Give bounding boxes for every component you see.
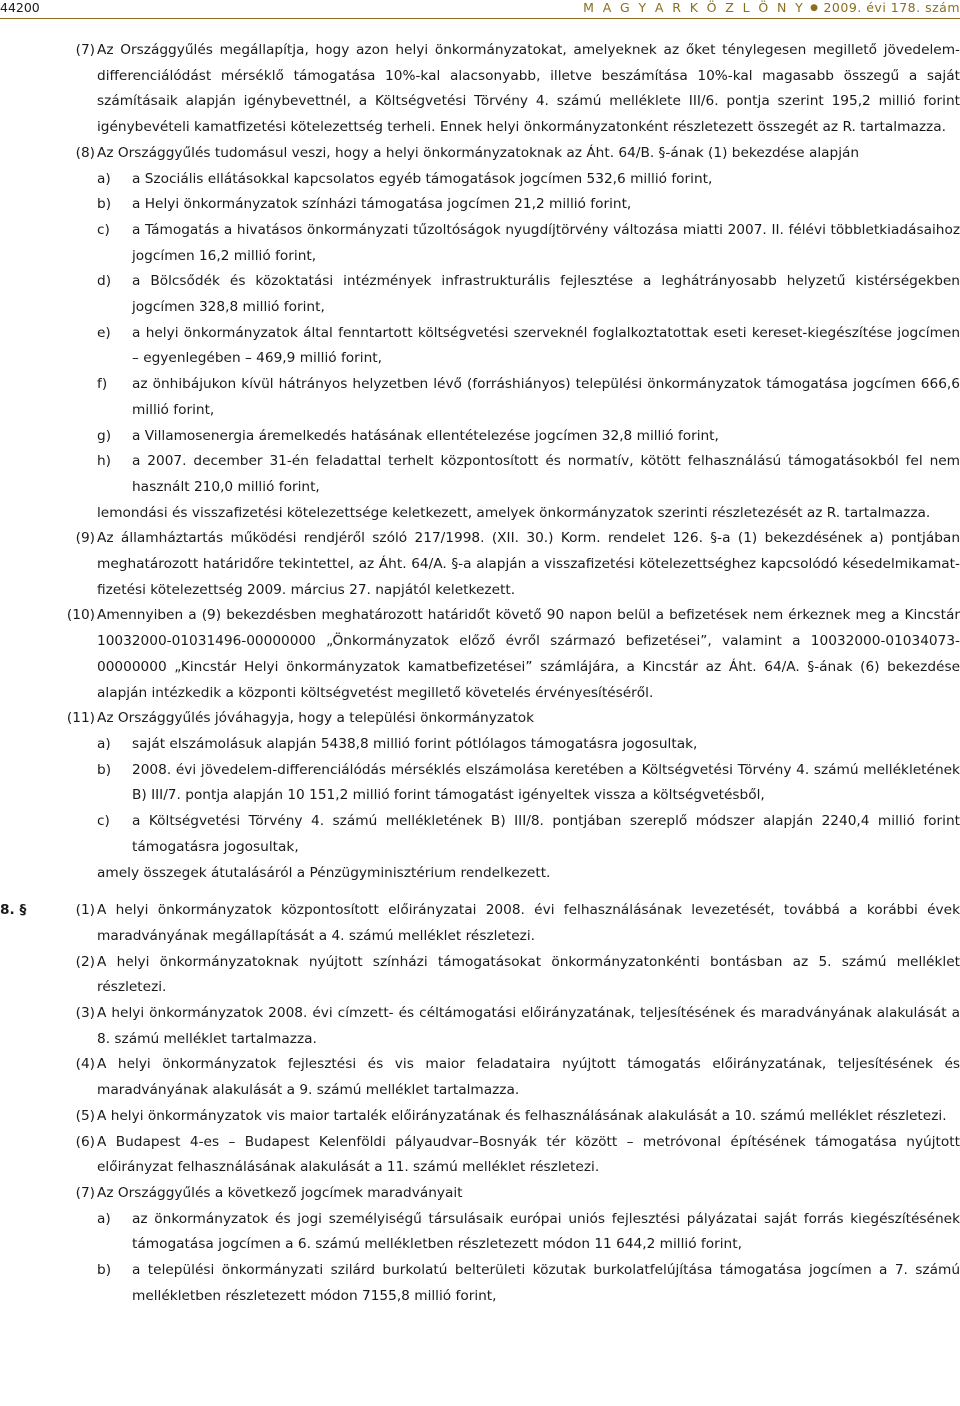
- list-item: [0, 809, 960, 860]
- item-letter: b): [97, 1262, 112, 1279]
- paragraph-tail: amely összegek átutalásáról a Pénzügyminisztérium rendelkezett.: [97, 864, 551, 881]
- list-item: [0, 758, 960, 809]
- paragraph-text: Az Országgyűlés tudomásul veszi, hogy a helyi önkormányzatoknak az Áht. 64/B. §-ának (1) bekezdése alapján: [97, 144, 860, 161]
- list-item: [0, 167, 960, 193]
- item-letter: g): [97, 427, 112, 444]
- paragraph-text: A helyi önkormányzatok fejlesztési és vis maior feladataira nyújtott támogatás előirányzatának, teljesítésének és maradványának alakulását a 9. számú melléklet tartalmazza.: [97, 1056, 960, 1099]
- item-text: a helyi önkormányzatok által fenntartott költségvetési szerveknél foglalkoztatottak eseti kereset-kiegészítése jogcímen – egyenlegében – 469,9 millió forint,: [132, 324, 960, 367]
- item-text: a települési önkormányzati szilárd burkolatú belterületi közutak burkolatfelújítása támogatása jogcímen a 7. számú mellékletben részletezett módon 7155,8 millió forint,: [132, 1262, 960, 1304]
- paragraph-number: (6): [75, 1133, 95, 1150]
- running-title: [583, 0, 960, 15]
- section-8-paragraph-7: [0, 1181, 960, 1207]
- paragraph-number: (11): [66, 710, 95, 727]
- paragraph-number: (2): [75, 953, 95, 970]
- item-text: a Támogatás a hivatásos önkormányzati tűzoltóságok nyugdíjtörvény változása miatti 2007. II. félévi többletkiadásaihoz jogcímen 16,2 millió forint,: [132, 221, 960, 264]
- item-letter: h): [97, 453, 112, 470]
- list-item: [0, 218, 960, 269]
- paragraph-number: (10): [66, 607, 95, 624]
- list-item: [0, 1207, 960, 1258]
- paragraph-number: (4): [75, 1056, 95, 1073]
- item-letter: c): [97, 813, 110, 830]
- paragraph-8: [0, 141, 960, 167]
- item-letter: d): [97, 273, 112, 290]
- item-text: a Villamosenergia áremelkedés hatásának ellentételezése jogcímen 32,8 millió forint,: [132, 427, 719, 444]
- section-8-paragraph-5: [0, 1104, 960, 1130]
- list-item: [0, 192, 960, 218]
- paragraph-text: Amennyiben a (9) bekezdésben meghatározott határidőt követő 90 napon belül a befizetések nem érkeznek meg a Kincstár 10032000-01031496-00000000 „Önkormányzatok előző évről származó befizetései”, valamint a 10032000-01034073-00000000 „Kincstár Helyi önkormányzatok kamatbefizetései” számlájára, a Kincstár az Áht. 64/A. §-ának (6) bekezdése alapján intézkedik a központi költségvetést megillető követelés érvényesítéséről.: [97, 607, 960, 701]
- item-letter: a): [97, 170, 111, 187]
- item-text: a Helyi önkormányzatok színházi támogatása jogcímen 21,2 millió forint,: [132, 196, 632, 213]
- item-letter: a): [97, 735, 111, 752]
- item-letter: b): [97, 761, 112, 778]
- paragraph-tail: lemondási és visszafizetési kötelezettsége keletkezett, amelyek önkormányzatok szerinti részletezését az R. tartalmazza.: [97, 504, 931, 521]
- item-text: saját elszámolásuk alapján 5438,8 millió forint pótlólagos támogatásra jogosultak,: [132, 735, 698, 752]
- paragraph-text: A helyi önkormányzatok 2008. évi címzett- és céltámogatási előirányzatának, teljesítésének és maradványának alakulását a 8. számú melléklet tartalmazza.: [97, 1005, 960, 1047]
- paragraph-number: (5): [75, 1107, 95, 1124]
- paragraph-text: Az Országgyűlés a következő jogcímek maradványait: [97, 1184, 463, 1201]
- paragraph-number: (7): [75, 1184, 95, 1201]
- paragraph-text: A helyi önkormányzatoknak nyújtott színházi támogatásokat önkormányzatonkénti bontásban az 5. számú melléklet részletezi.: [97, 953, 960, 996]
- list-item: [0, 269, 960, 320]
- item-text: a Költségvetési Törvény 4. számú mellékletének B) III/8. pontjában szereplő módszer alapján 2240,4 millió forint támogatásra jogosultak,: [132, 813, 960, 855]
- item-letter: c): [97, 221, 110, 238]
- item-letter: a): [97, 1210, 111, 1227]
- paragraph-text: Az Országgyűlés megállapítja, hogy azon helyi önkormányzatokat, amelyeknek az őket ténylegesen megillető jövedelem-differenciálódást mérséklő támogatása 10%-kal alacsonyabb, illetve beszámítása 10%-kal magasabb összegű a saját számításaik alapján igénybevettnél, a Költségvetési Törvény 4. számú melléklete III/6. pontja szerint 195,2 millió forint igénybevételi kamatfizetési kötelezettség terheli. Ennek helyi önkormányzatonként részletezett összegét az R. tartalmazza.: [97, 42, 960, 136]
- page-number: 44200: [0, 0, 40, 15]
- paragraph-11: [0, 706, 960, 732]
- item-text: az önhibájukon kívül hátrányos helyzetben lévő (forráshiányos) települési önkormányzatok támogatása jogcímen 666,6 millió forint,: [132, 376, 960, 418]
- issue-label: 2009. évi 178. szám: [823, 0, 960, 15]
- item-text: a 2007. december 31-én feladattal terhelt központosított és normatív, kötött felhasználású támogatásokból fel nem használt 210,0 millió forint,: [132, 453, 960, 495]
- paragraph-number: (9): [75, 530, 95, 547]
- paragraph-text: A Budapest 4-es – Budapest Kelenföldi pályaudvar–Bosnyák tér között – metróvonal építésének támogatása nyújtott előirányzat felhasználásának alakulását a 11. számú melléklet részletezi.: [97, 1133, 960, 1176]
- paragraph-number: (1): [75, 902, 95, 919]
- section-8-paragraph-2: [0, 950, 960, 1001]
- item-text: a Szociális ellátásokkal kapcsolatos egyéb támogatások jogcímen 532,6 millió forint,: [132, 170, 713, 187]
- section-8-paragraph-6: [0, 1130, 960, 1181]
- section-8-paragraph-1: [0, 898, 960, 949]
- paragraph-text: Az Országgyűlés jóváhagyja, hogy a települési önkormányzatok: [97, 710, 535, 727]
- paragraph-9: [0, 526, 960, 603]
- paragraph-text: Az államháztartás működési rendjéről szóló 217/1998. (XII. 30.) Korm. rendelet 126. §-a (1) bekezdésének a) pontjában meghatározott határidőre tekintettel, az Áht. 64/A. §-a alapján a visszafizetési kötelezettséghez kapcsolódó késedelmikamat-fizetési kötelezettség 2009. március 27. napjától keletkezett.: [97, 530, 960, 598]
- list-item: [0, 372, 960, 423]
- list-item: [0, 732, 960, 758]
- paragraph-text: A helyi önkormányzatok vis maior tartalék előirányzatának és felhasználásának alakulását a 10. számú melléklet részletezi.: [97, 1107, 947, 1124]
- bullet-separator: ●: [810, 3, 819, 13]
- list-item: [0, 449, 960, 500]
- item-letter: e): [97, 324, 111, 341]
- paragraph-7: [0, 38, 960, 141]
- paragraph-number: (8): [75, 144, 95, 161]
- section-8-paragraph-4: [0, 1052, 960, 1103]
- section-8: [0, 898, 960, 1309]
- item-text: a Bölcsődék és közoktatási intézmények infrastrukturális fejlesztése a leghátrányosabb helyzetű kistérségekben jogcímen 328,8 millió forint,: [132, 273, 960, 316]
- item-text: 2008. évi jövedelem-differenciálódás mérséklés elszámolása keretében a Költségvetési Törvény 4. számú mellékletének B) III/7. pontja alapján 10 151,2 millió forint támogatást igényeltek vissza a költségvetésből,: [132, 761, 960, 804]
- item-letter: f): [97, 376, 108, 393]
- paragraph-text: A helyi önkormányzatok központosított előirányzatai 2008. évi felhasználásának levezetését, továbbá a korábbi évek maradványának megállapítását a 4. számú melléklet részletezi.: [97, 902, 960, 944]
- paragraph-10: [0, 603, 960, 706]
- section-8-paragraph-3: [0, 1001, 960, 1052]
- paragraph-number: (7): [75, 42, 95, 58]
- item-text: az önkormányzatok és jogi személyiségű társulásaik európai uniós fejlesztési pályázatai saját forrás kiegészítésének támogatása jogcímen a 6. számú mellékletben részletezett módon 11 644,2 millió forint,: [132, 1210, 960, 1253]
- journal-name: M A G Y A R K Ö Z L Ö N Y: [583, 0, 806, 15]
- list-item: [0, 424, 960, 450]
- item-letter: b): [97, 196, 112, 213]
- page-header: [0, 0, 960, 18]
- section-label: 8. §: [0, 902, 27, 919]
- paragraph-number: (3): [75, 1005, 95, 1022]
- header-rule: [0, 18, 960, 19]
- document-body: [0, 38, 960, 1309]
- list-item: [0, 1258, 960, 1309]
- list-item: [0, 321, 960, 372]
